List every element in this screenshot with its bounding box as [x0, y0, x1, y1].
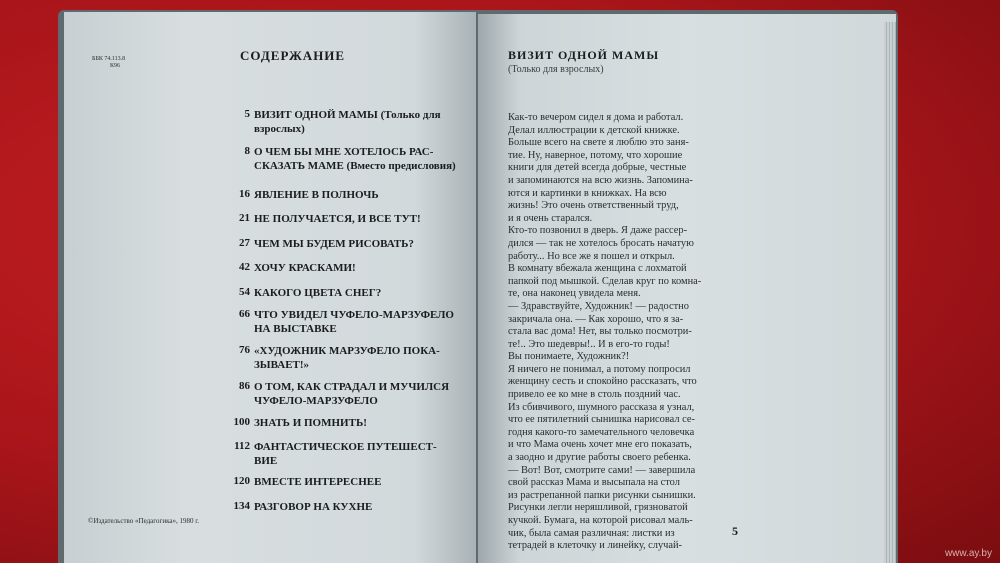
body-line: дился — так не хотелось бросать начатую [508, 237, 694, 249]
copyright-line: ©Издательство «Педагогика», 1980 г. [88, 517, 200, 525]
toc-page: 86 [239, 380, 250, 392]
toc-entry: «ХУДОЖНИК МАРЗУФЕЛО ПОКАЗЫВАЕТ!» [254, 345, 440, 371]
body-line: свой рассказ Мама и высыпала на стол [508, 477, 680, 489]
page-number: 5 [732, 524, 738, 538]
body-line: а заодно и другие работы своего ребенка. [508, 452, 691, 464]
body-line: те, она наконец увидела меня. [508, 288, 641, 300]
toc-entry: ХОЧУ КРАСКАМИ! [254, 262, 356, 274]
body-line: те!.. Это шедевры!.. И в его-то годы! [508, 338, 670, 350]
toc-page: 134 [233, 500, 250, 512]
toc-page: 16 [239, 188, 250, 200]
body-line: и я очень старался. [508, 212, 593, 224]
body-line: Вы понимаете, Художник?! [508, 351, 630, 363]
toc-page: 76 [239, 344, 250, 356]
toc-page: 66 [239, 308, 250, 320]
toc-entry: ВМЕСТЕ ИНТЕРЕСНЕЕ [254, 476, 382, 488]
toc-entry: ЧЕМ МЫ БУДЕМ РИСОВАТЬ? [254, 238, 414, 250]
bbk-code: К96 [110, 63, 121, 69]
body-line: Из сбивчивого, шумного рассказа я узнал, [508, 401, 695, 413]
contents-heading: СОДЕРЖАНИЕ [240, 48, 346, 63]
toc-page: 42 [239, 261, 250, 273]
body-line: женщину сесть и спокойно рассказать, что [508, 376, 697, 388]
body-line: кучкой. Бумага, на которой рисовал маль- [508, 515, 693, 526]
toc-page: 100 [233, 416, 250, 428]
toc-entry: НЕ ПОЛУЧАЕТСЯ, И ВСЕ ТУТ! [254, 213, 421, 225]
body-line: что ее пятилетний сынишка нарисовал се- [508, 414, 695, 426]
body-line: Я ничего не понимал, а потому попросил [508, 363, 691, 375]
toc-entry: РАЗГОВОР НА КУХНЕ [254, 501, 373, 513]
body-line: и запоминаются на всю жизнь. Запомина- [508, 174, 693, 186]
watermark: www.ay.by [944, 548, 992, 559]
body-line: книги для детей всегда добрые, честные [508, 162, 687, 174]
body-line: Кто-то позвонил в дверь. Я даже рассер- [508, 225, 688, 237]
body-line: привело ее ко мне в столь поздний час. [508, 389, 681, 401]
toc-entry: КАКОГО ЦВЕТА СНЕГ? [254, 287, 382, 299]
toc-entry: ЯВЛЕНИЕ В ПОЛНОЧЬ [254, 189, 379, 201]
toc-entry: О ТОМ, КАК СТРАДАЛ И МУЧИЛСЯ ЧУФЕЛО-МАРЗУФЕЛО [254, 381, 450, 407]
page-edges [884, 22, 896, 563]
body-line: закричала она. — Как хорошо, что я за- [508, 313, 684, 325]
body-line: В комнату вбежала женщина с лохматой [508, 263, 687, 275]
toc-entry: ЧТО УВИДЕЛ ЧУФЕЛО-МАРЗУФЕЛО НА ВЫСТАВКЕ [254, 309, 454, 335]
body-line: работу... Но все же я пошел и открыл. [508, 250, 675, 262]
toc-entry: О ЧЕМ БЫ МНЕ ХОТЕЛОСЬ РАССКАЗАТЬ МАМЕ (Вместо предисловия) [254, 146, 456, 172]
body-line: чик, была самая различная: листки из [508, 527, 675, 539]
body-line: Как-то вечером сидел я дома и работал. [508, 112, 684, 123]
toc-page: 112 [234, 440, 250, 452]
body-line: Делал иллюстрации к детской книжке. [508, 124, 680, 136]
toc-page: 5 [244, 108, 250, 120]
right-page [478, 14, 896, 563]
body-line: ются и картинки в книжках. На всю [508, 187, 667, 199]
body-line: Рисунки легли неряшливой, грязноватой [508, 502, 688, 514]
toc-page: 8 [244, 145, 250, 157]
body-line: стала вас дома! Нет, вы только посмотри- [508, 326, 692, 338]
body-text [508, 112, 758, 553]
body-line: жизнь! Это очень ответственный труд, [508, 200, 679, 212]
body-line: годня какого-то замечательного человечка [508, 426, 695, 438]
body-line: из растрепанной папки рисунки сынишки. [508, 489, 696, 501]
chapter-subtitle: (Только для взрослых) [508, 64, 604, 75]
toc-page: 27 [239, 237, 250, 249]
body-line: тетрадей в клеточку и линейку, случай- [508, 540, 683, 552]
body-line: тие. Ну, наверное, потому, что хорошие [508, 149, 683, 161]
left-page [64, 12, 476, 563]
body-line: Больше всего на свете я люблю это заня- [508, 137, 689, 149]
bbk-index: ББК 74.113.8 [92, 56, 126, 62]
body-line: папкой под мышкой. Сделав круг по комна- [508, 275, 702, 287]
toc-page: 120 [233, 475, 250, 487]
body-line: — Вот! Вот, смотрите сами! — завершила [508, 464, 696, 476]
toc-entry: ВИЗИТ ОДНОЙ МАМЫ (Только для взрослых) [254, 109, 441, 135]
body-line: и что Мама очень хочет мне его показать, [508, 439, 692, 451]
toc-entry: ЗНАТЬ И ПОМНИТЬ! [254, 417, 367, 429]
toc-entry: ФАНТАСТИЧЕСКОЕ ПУТЕШЕСТВИЕ [254, 441, 437, 467]
body-line: — Здравствуйте, Художник! — радостно [508, 300, 689, 312]
toc-page: 54 [239, 286, 250, 298]
chapter-title: ВИЗИТ ОДНОЙ МАМЫ [508, 48, 660, 62]
toc-page: 21 [239, 212, 250, 224]
